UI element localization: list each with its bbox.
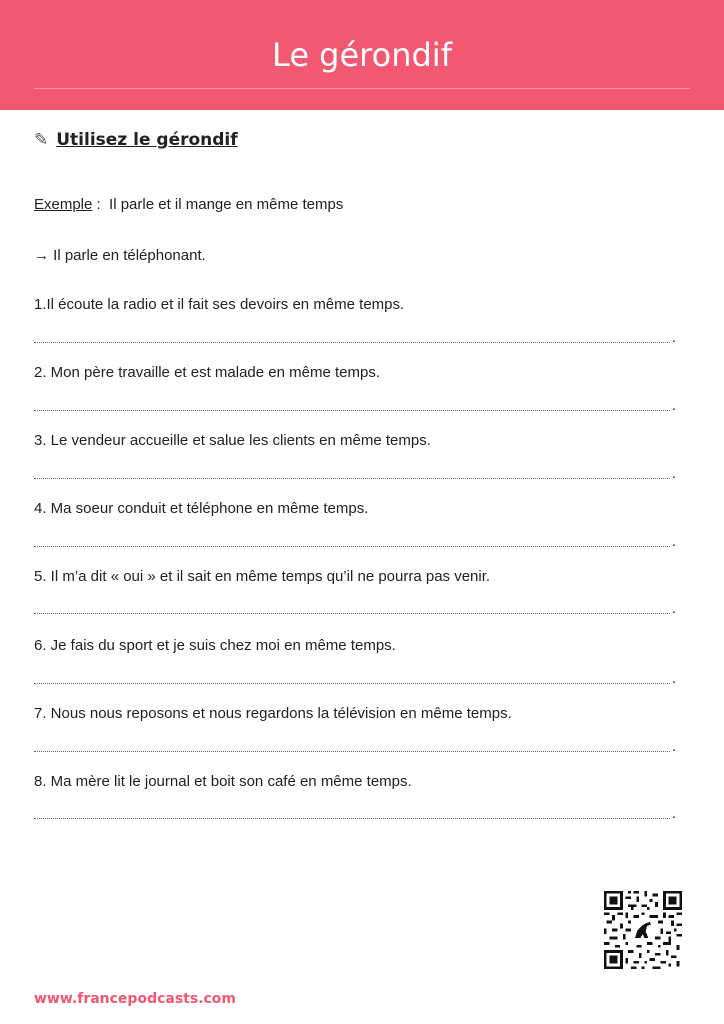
instruction-text: Utilisez le gérondif bbox=[56, 130, 238, 150]
answer-line-2[interactable] bbox=[34, 398, 670, 411]
qr-code-icon bbox=[604, 891, 682, 969]
exercise-7: 7. Nous nous reposons et nous regardons la télévision en même temps. bbox=[34, 705, 512, 722]
exercise-2: 2. Mon père travaille et est malade en même temps. bbox=[34, 364, 380, 381]
exercise-8: 8. Ma mère lit le journal et boit son café en même temps. bbox=[34, 773, 412, 790]
example-line bbox=[34, 196, 343, 213]
example-answer: → Il parle en téléphonant. bbox=[34, 247, 206, 264]
instruction-heading bbox=[34, 130, 238, 150]
page-title: Le gérondif bbox=[272, 36, 452, 74]
answer-line-4[interactable] bbox=[34, 534, 670, 547]
answer-line-3[interactable] bbox=[34, 466, 670, 479]
header-divider bbox=[34, 88, 690, 89]
example-label: Exemple bbox=[34, 196, 93, 213]
answer-line-6[interactable] bbox=[34, 671, 670, 684]
answer-line-5[interactable] bbox=[34, 601, 670, 614]
pencil-icon: ✎ bbox=[34, 130, 49, 150]
answer-line-1[interactable] bbox=[34, 330, 670, 343]
exercise-3: 3. Le vendeur accueille et salue les clients en même temps. bbox=[34, 432, 431, 449]
example-sentence: Il parle et il mange en même temps bbox=[109, 196, 344, 213]
exercise-1: 1.Il écoute la radio et il fait ses devoirs en même temps. bbox=[34, 296, 405, 313]
answer-line-8[interactable] bbox=[34, 806, 670, 819]
exercise-6: 6. Je fais du sport et je suis chez moi en même temps. bbox=[34, 637, 396, 654]
footer-website-link[interactable]: www.francepodcasts.com bbox=[34, 991, 237, 1007]
answer-line-7[interactable] bbox=[34, 739, 670, 752]
header-banner bbox=[0, 0, 724, 110]
exercise-4: 4. Ma soeur conduit et téléphone en même temps. bbox=[34, 500, 369, 517]
example-separator: : bbox=[92, 196, 110, 213]
exercise-5: 5. Il m’a dit « oui » et il sait en même temps qu’il ne pourra pas venir. bbox=[34, 568, 491, 585]
